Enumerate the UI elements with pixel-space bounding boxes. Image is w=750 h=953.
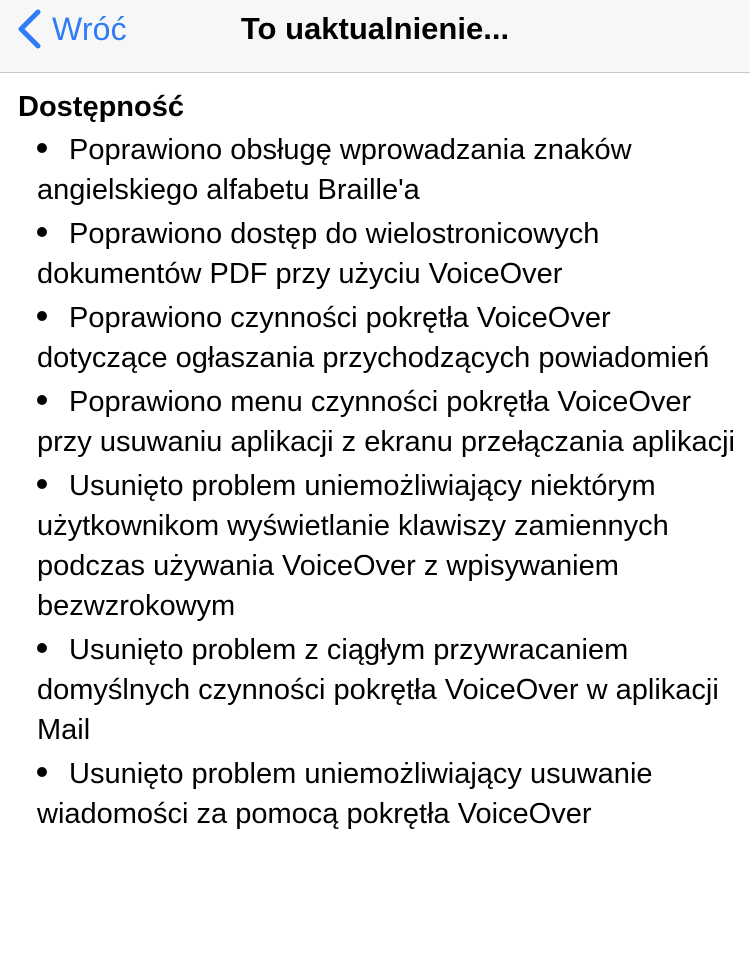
list-item	[18, 298, 738, 378]
bullet-icon	[37, 143, 47, 153]
list-item-text: Poprawiono czynności pokrętła VoiceOver dotyczące ogłaszania przychodzących powiadomień	[37, 302, 710, 374]
list-item-text: Poprawiono dostęp do wielostronicowych dokumentów PDF przy użyciu VoiceOver	[37, 218, 600, 290]
section-heading: Dostępność	[18, 91, 184, 123]
list-item	[18, 130, 738, 210]
back-label: Wróć	[52, 10, 127, 47]
navigation-bar	[0, 0, 750, 73]
release-notes	[18, 88, 738, 838]
bullet-icon	[37, 311, 47, 321]
list-item	[18, 630, 738, 750]
bullet-icon	[37, 767, 47, 777]
list-item-text: Poprawiono obsługę wprowadzania znaków angielskiego alfabetu Braille'a	[37, 134, 632, 206]
bullet-icon	[37, 227, 47, 237]
bullet-icon	[37, 643, 47, 653]
list-item-text: Poprawiono menu czynności pokrętła VoiceOver przy usuwaniu aplikacji z ekranu przełączania aplikacji	[37, 386, 735, 458]
list-item-text: Usunięto problem z ciągłym przywracaniem domyślnych czynności pokrętła VoiceOver w aplikacji Mail	[37, 634, 719, 746]
bullet-icon	[37, 479, 47, 489]
list-item	[18, 214, 738, 294]
page-title: To uaktualnienie...	[240, 11, 510, 46]
list-item	[18, 754, 738, 834]
bullet-icon	[37, 395, 47, 405]
list-item	[18, 466, 738, 626]
list-item-text: Usunięto problem uniemożliwiający niektórym użytkownikom wyświetlanie klawiszy zamiennych podczas używania VoiceOver z wpisywaniem bezwzrokowym	[37, 470, 669, 622]
list-item	[18, 382, 738, 462]
notes-list	[18, 130, 738, 834]
list-item-text: Usunięto problem uniemożliwiający usuwanie wiadomości za pomocą pokrętła VoiceOver	[37, 758, 653, 830]
